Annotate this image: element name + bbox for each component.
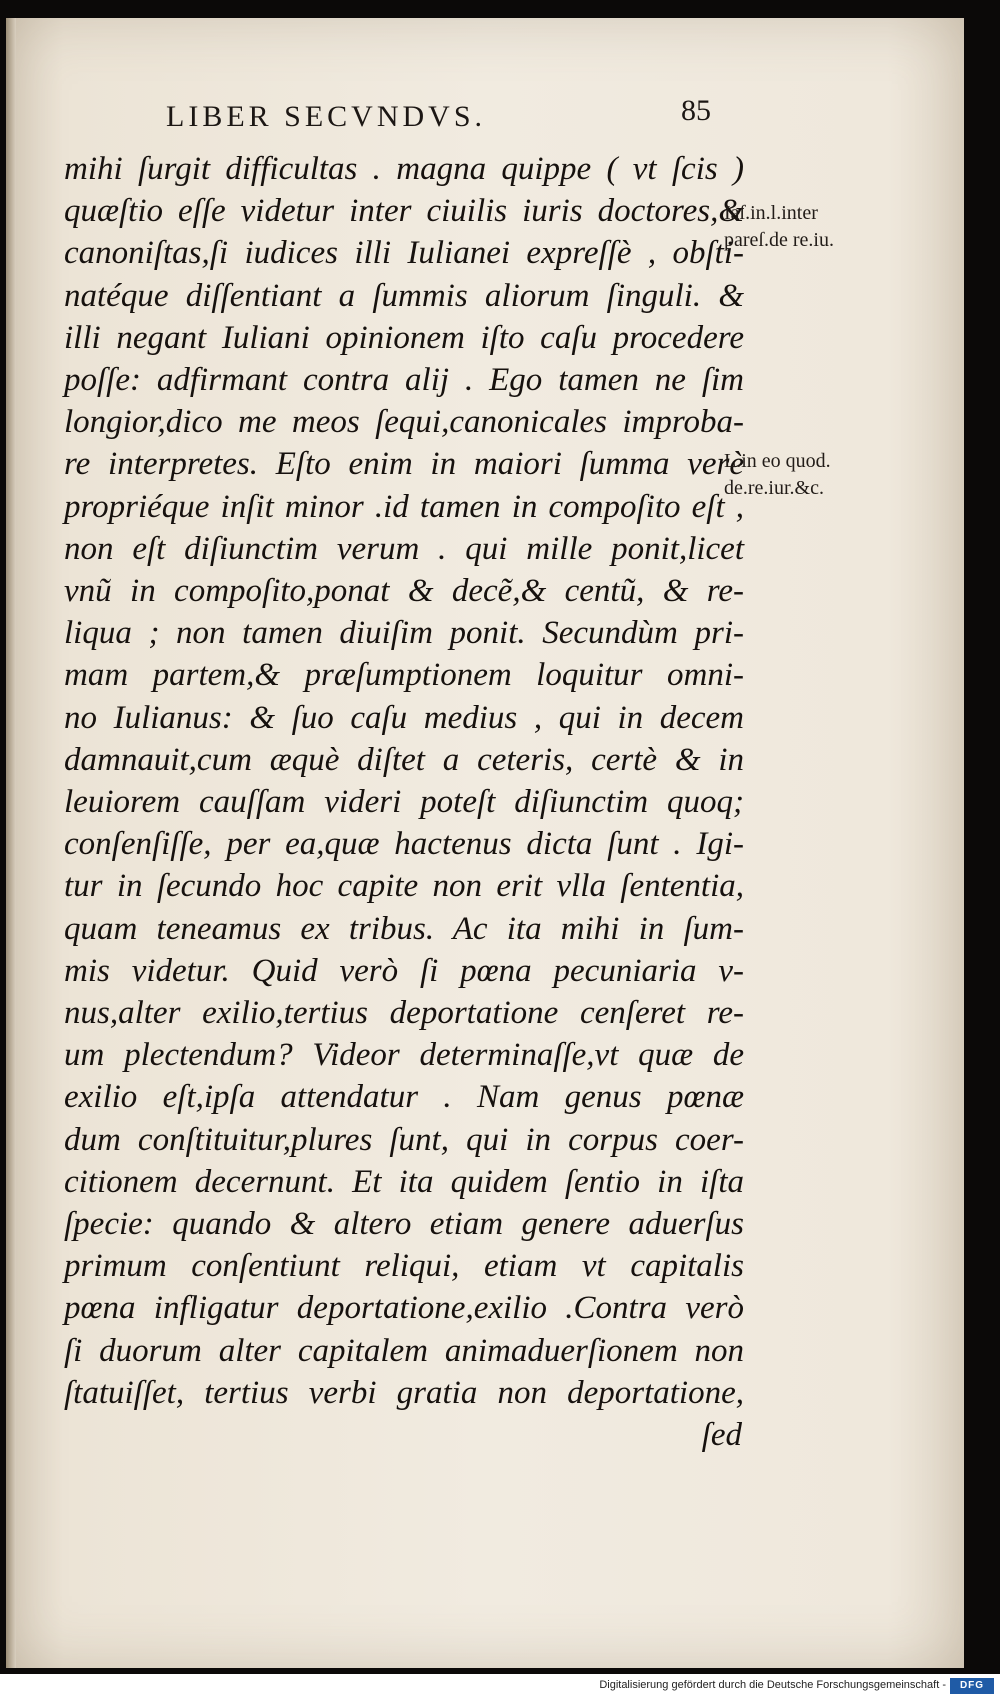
text-line: natéque diſſentiant a ſummis aliorum ſinguli. & xyxy=(64,277,744,314)
text-line: propriéque inſit minor .id tamen in compoſito eſt , xyxy=(64,488,744,525)
marginal-note-line: Iaſ.in.l.inter xyxy=(724,202,818,224)
marginal-note xyxy=(724,200,924,254)
page-gutter-edge xyxy=(6,18,16,1668)
page-header xyxy=(166,80,726,133)
text-line: um plectendum? Videor determinaſſe,vt quæ de xyxy=(64,1037,744,1074)
text-line: poſſe: adfirmant contra alij . Ego tamen ne ſim xyxy=(64,362,744,399)
text-line: conſenſiſſe, per ea,quæ hactenus dicta ſunt . Igi- xyxy=(64,826,744,863)
body-text xyxy=(64,148,744,1456)
text-line: illi negant Iuliani opinionem iſto caſu procedere xyxy=(64,319,744,356)
text-line: longior,dico me meos ſequi,canonicales improba- xyxy=(64,404,744,441)
text-line: damnauit,cum æquè diſtet a ceteris, certè & in xyxy=(64,741,744,778)
text-line: citionem decernunt. Et ita quidem ſentio in iſta xyxy=(64,1163,744,1200)
text-line: nus,alter exilio,tertius deportatione cenſeret re- xyxy=(64,995,744,1032)
text-line: canoniſtas,ſi iudices illi Iulianei expreſſè , obſti- xyxy=(64,235,744,272)
text-line: vnũ in compoſito,ponat & decẽ,& centũ, & re- xyxy=(64,573,744,610)
text-line: re interpretes. Eſto enim in maiori ſumma verè xyxy=(64,446,744,483)
text-line: tur in ſecundo hoc capite non erit vlla ſententia, xyxy=(64,868,744,905)
text-line: quæſtio eſſe videtur inter ciuilis iuris doctores,& xyxy=(64,193,744,230)
text-line: dum conſtituitur,plures ſunt, qui in corpus coer- xyxy=(64,1121,744,1158)
marginal-note xyxy=(724,448,924,502)
text-line: exilio eſt,ipſa attendatur . Nam genus pœnæ xyxy=(64,1079,744,1116)
text-line: ſtatuiſſet, tertius verbi gratia non deportatione, xyxy=(64,1374,744,1411)
page-number: 85 xyxy=(681,94,711,127)
book-page xyxy=(6,18,964,1668)
text-line: ſi duorum alter capitalem animaduerſionem non xyxy=(64,1332,744,1369)
text-line: mam partem,& præſumptionem loquitur omni- xyxy=(64,657,744,694)
text-line: mihi ſurgit difficultas . magna quippe ( vt ſcis ) xyxy=(64,151,744,187)
funding-credit: Digitalisierung gefördert durch die Deutsche Forschungsgemeinschaft - xyxy=(599,1679,946,1691)
text-line: pœna infligatur deportatione,exilio .Contra verò xyxy=(64,1290,744,1327)
marginal-note-line: de.re.iur.&c. xyxy=(724,477,824,499)
running-head: LIBER SECVNDVS. xyxy=(166,100,487,133)
digitization-footer xyxy=(0,1674,1000,1699)
text-line: quam teneamus ex tribus. Ac ita mihi in ſum- xyxy=(64,910,744,947)
catchword: ſed xyxy=(701,1417,742,1454)
marginal-note-line: pareſ.de re.iu. xyxy=(724,229,834,251)
text-line: primum conſentiunt reliqui, etiam vt capitalis xyxy=(64,1248,744,1285)
text-line: non eſt diſiunctim verum . qui mille ponit,licet xyxy=(64,530,744,567)
text-line: no Iulianus: & ſuo caſu medius , qui in decem xyxy=(64,699,744,736)
dfg-logo: DFG xyxy=(950,1678,994,1694)
text-line: ſpecie: quando & altero etiam genere aduerſus xyxy=(64,1206,744,1243)
marginal-note-line: L.in eo quod. xyxy=(724,450,831,472)
text-line: liqua ; non tamen diuiſim ponit. Secundùm pri- xyxy=(64,615,744,652)
text-line: leuiorem cauſſam videri poteſt diſiunctim quoq; xyxy=(64,784,744,821)
text-line: mis videtur. Quid verò ſi pœna pecuniaria v- xyxy=(64,952,744,989)
